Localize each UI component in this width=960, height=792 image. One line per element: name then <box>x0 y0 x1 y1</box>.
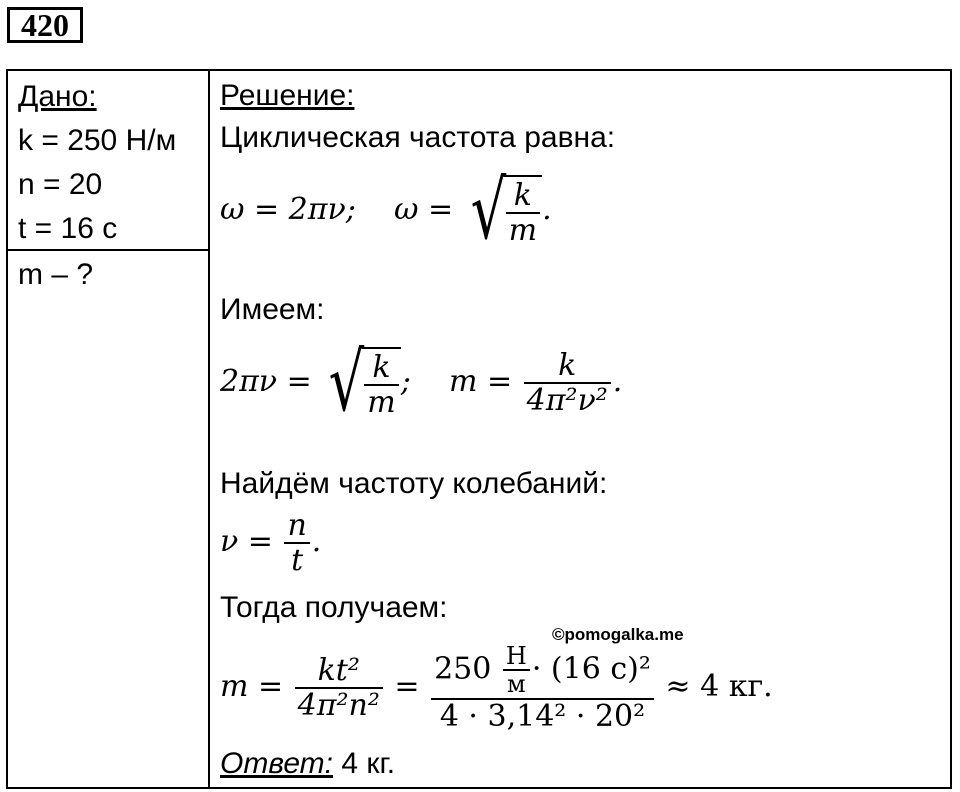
solution-header: Решение: <box>220 79 355 112</box>
f1-numerator: k <box>506 179 540 214</box>
f2-m: m = <box>448 364 513 399</box>
f4-num2-b: · (16 с)² <box>531 651 651 687</box>
formula-omega-right: ω = <box>393 192 454 227</box>
f2-left: 2πν = <box>220 364 312 399</box>
f3-numerator: n <box>284 509 309 544</box>
problem-number: 420 <box>7 7 83 43</box>
solution-line-1: Циклическая частота равна: <box>220 121 616 154</box>
solution-table <box>6 69 952 789</box>
formula-frequency <box>220 509 321 577</box>
given-n: n = 20 <box>18 168 103 201</box>
f4-den2: 4 · 3,14² · 20² <box>439 698 646 734</box>
answer-line <box>220 747 395 781</box>
f4-numerator: kt² <box>295 654 383 689</box>
f2-rden: 4π²ν² <box>526 383 608 418</box>
f3-denominator: t <box>291 543 304 578</box>
f4-denominator: 4π²n² <box>297 687 380 723</box>
solution-line-2: Имеем: <box>220 293 325 326</box>
formula-mass-derivation <box>220 336 623 429</box>
f1-end: . <box>542 192 552 227</box>
f2-numerator: k <box>364 351 398 386</box>
column-divider <box>208 71 210 787</box>
answer-value: 4 кг. <box>333 747 396 780</box>
formula-final <box>220 643 773 733</box>
f4-num2-a: 250 <box>434 651 492 687</box>
sqrt-sign: √ $\frac{k}{m}$ <box>321 343 400 423</box>
f2-rnum: k <box>524 349 611 384</box>
given-header: Дано: <box>18 80 97 113</box>
f4-unit-num: Н <box>503 643 530 671</box>
find-m: m – ? <box>18 258 94 291</box>
f2-denominator: m <box>367 385 396 420</box>
given-t: t = 16 с <box>18 212 118 245</box>
f4-result: ≈ 4 кг. <box>665 668 773 704</box>
watermark: ©pomogalka.me <box>552 625 684 644</box>
f3-end: . <box>311 524 322 559</box>
given-k: k = 250 Н/м <box>18 124 177 157</box>
f4-left: m = <box>220 668 284 704</box>
f4-eq: = <box>394 668 420 704</box>
f3-left: ν = <box>220 524 273 559</box>
answer-label: Ответ: <box>220 747 333 780</box>
f2-end: . <box>612 364 623 399</box>
formula-omega-left: ω = 2πν; <box>220 192 356 227</box>
f4-unit-den: м <box>507 670 526 699</box>
f2-sep: ; <box>400 364 411 399</box>
solution-line-3: Найдём частоту колебаний: <box>220 467 608 500</box>
f1-denominator: m <box>508 213 538 248</box>
formula-omega <box>220 164 552 257</box>
solution-line-4: Тогда получаем: <box>220 591 448 624</box>
sqrt-sign: √ $\frac{k}{m}$ <box>463 171 542 251</box>
